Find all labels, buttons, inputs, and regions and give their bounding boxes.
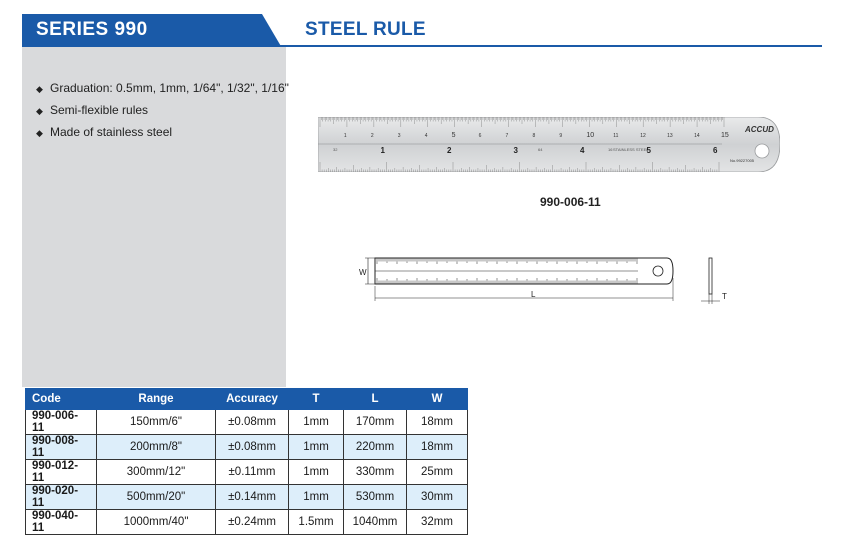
photo-caption: 990-006-11: [540, 195, 601, 209]
table-row: [26, 410, 468, 435]
code-cell: 990-040-11: [26, 510, 97, 535]
code-cell: 990-008-11: [26, 435, 97, 460]
col-header-accuracy: Accuracy: [216, 389, 289, 410]
col-header-code: Code: [26, 389, 97, 410]
accuracy-cell: ±0.08mm: [216, 410, 289, 435]
w-cell: 30mm: [407, 485, 468, 510]
top-scale-number: 6: [478, 133, 482, 139]
accuracy-cell: ±0.14mm: [216, 485, 289, 510]
top-scale-number: 12: [640, 133, 646, 139]
l-cell: 330mm: [344, 460, 407, 485]
col-header-range: Range: [97, 389, 216, 410]
length-label: L: [531, 290, 536, 299]
l-cell: 1040mm: [344, 510, 407, 535]
brand-logo: ACCUD: [745, 125, 774, 134]
product-title: STEEL RULE: [305, 19, 426, 40]
w-cell: 18mm: [407, 435, 468, 460]
steel-marking: STAINLESS STEEL: [613, 147, 649, 152]
top-scale-number: 15: [721, 132, 729, 139]
spec-table: [25, 388, 468, 535]
table-row: [26, 460, 468, 485]
top-scale-number: 5: [451, 132, 456, 139]
width-label: W: [359, 268, 367, 277]
l-cell: 170mm: [344, 410, 407, 435]
col-header-l: L: [344, 389, 407, 410]
range-cell: 300mm/12": [97, 460, 216, 485]
bottom-scale-number: 2: [447, 146, 452, 155]
col-header-w: W: [407, 389, 468, 410]
model-marking: No.99227005: [730, 158, 755, 163]
top-scale-number: 9: [559, 133, 563, 139]
l-cell: 220mm: [344, 435, 407, 460]
diamond-bullet-icon: ◆: [36, 84, 43, 94]
accuracy-cell: ±0.24mm: [216, 510, 289, 535]
table-row: [26, 485, 468, 510]
range-cell: 500mm/20": [97, 485, 216, 510]
diamond-bullet-icon: ◆: [36, 106, 43, 116]
accuracy-cell: ±0.11mm: [216, 460, 289, 485]
small-scale-mark: 64: [538, 147, 543, 152]
bottom-scale-number: 1: [380, 146, 385, 155]
t-cell: 1mm: [289, 460, 344, 485]
t-cell: 1mm: [289, 485, 344, 510]
small-scale-mark: 32: [333, 147, 338, 152]
dimension-drawing: [355, 248, 745, 308]
feature-item: ◆ Graduation: 0.5mm, 1mm, 1/64", 1/32", 1/16": [36, 78, 289, 100]
w-cell: 32mm: [407, 510, 468, 535]
top-scale-number: 2: [370, 133, 374, 139]
top-scale-number: 4: [424, 133, 428, 139]
feature-item: ◆ Semi-flexible rules: [36, 100, 289, 122]
top-scale-number: 3: [397, 133, 401, 139]
steel-rule-photo: [318, 117, 780, 172]
code-cell: 990-006-11: [26, 410, 97, 435]
thickness-label: T: [722, 292, 727, 301]
table-header-row: [26, 389, 468, 410]
top-scale-number: 13: [667, 133, 673, 139]
top-scale-number: 8: [532, 133, 536, 139]
bottom-scale-number: 4: [580, 146, 585, 155]
bottom-scale-number: 3: [513, 146, 518, 155]
top-scale-number: 1: [343, 133, 347, 139]
t-cell: 1mm: [289, 435, 344, 460]
range-cell: 150mm/6": [97, 410, 216, 435]
bottom-scale-number: 5: [646, 146, 651, 155]
t-cell: 1.5mm: [289, 510, 344, 535]
feature-item: ◆ Made of stainless steel: [36, 122, 289, 144]
w-cell: 25mm: [407, 460, 468, 485]
range-cell: 1000mm/40": [97, 510, 216, 535]
feature-list: [36, 78, 289, 144]
code-cell: 990-020-11: [26, 485, 97, 510]
top-scale-number: 11: [613, 133, 619, 139]
series-label: SERIES 990: [36, 19, 148, 40]
l-cell: 530mm: [344, 485, 407, 510]
top-scale-number: 10: [586, 132, 595, 139]
table-row: [26, 510, 468, 535]
small-scale-mark: 16: [608, 147, 613, 152]
col-header-t: T: [289, 389, 344, 410]
table-row: [26, 435, 468, 460]
code-cell: 990-012-11: [26, 460, 97, 485]
w-cell: 18mm: [407, 410, 468, 435]
top-scale-number: 14: [694, 133, 700, 139]
bottom-scale-number: 6: [713, 146, 718, 155]
t-cell: 1mm: [289, 410, 344, 435]
range-cell: 200mm/8": [97, 435, 216, 460]
accuracy-cell: ±0.08mm: [216, 435, 289, 460]
top-scale-number: 7: [505, 133, 509, 139]
diamond-bullet-icon: ◆: [36, 128, 43, 138]
